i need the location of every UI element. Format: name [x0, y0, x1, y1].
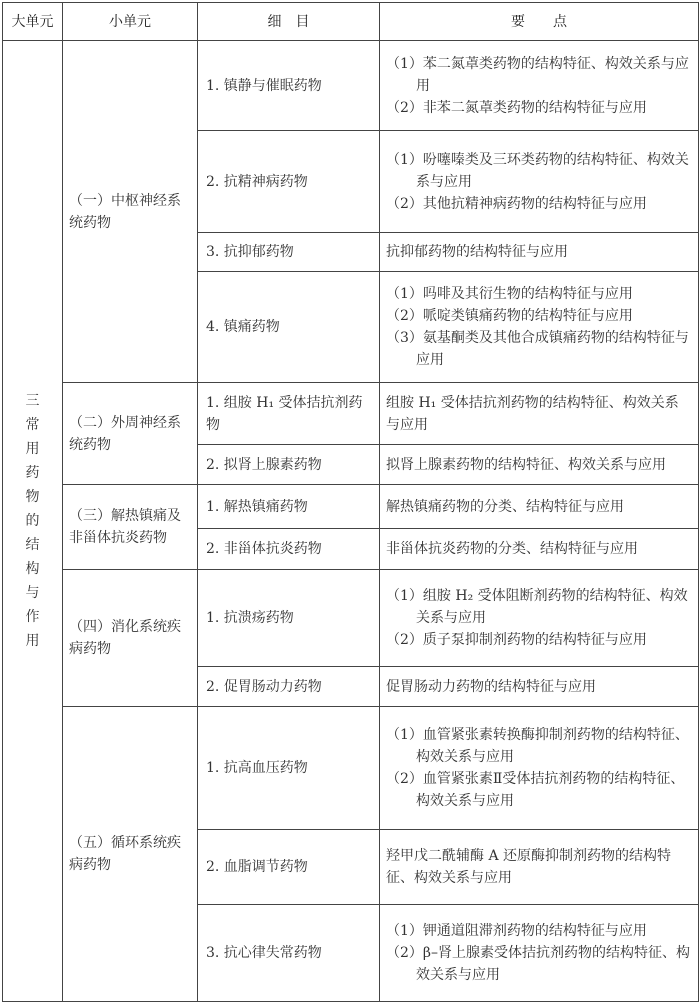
point-item: 羟甲戊二酰辅酶 A 还原酶抑制剂药物的结构特征、构效关系与应用	[386, 848, 672, 886]
point-item: （2）血管紧张素Ⅱ受体拮抗剂药物的结构特征、构效关系与应用	[386, 771, 685, 809]
point-item: 抗抑郁药物的结构特征与应用	[386, 244, 568, 260]
points-cell	[380, 485, 699, 529]
table-row	[3, 41, 699, 131]
detail-cell: 3. 抗抑郁药物	[198, 233, 380, 272]
point-item: 解热镇痛药物的分类、结构特征与应用	[386, 498, 624, 515]
header-detail: 细 目	[198, 3, 380, 41]
point-item: 拟肾上腺素药物的结构特征、构效关系与应用	[386, 456, 666, 473]
points-cell	[380, 445, 699, 485]
point-item: （1）血管紧张素转换酶抑制剂药物的结构特征、构效关系与应用	[386, 727, 689, 765]
points-cell	[380, 905, 699, 1002]
points-cell	[380, 529, 699, 570]
points-cell	[380, 41, 699, 131]
points-cell	[380, 570, 699, 667]
table-row	[3, 570, 699, 667]
detail-cell: 1. 组胺 H₁ 受体拮抗剂药物	[198, 383, 380, 445]
detail-cell: 4. 镇痛药物	[198, 272, 380, 383]
point-item: （2）其他抗精神病药物的结构特征与应用	[386, 195, 647, 212]
point-item: 组胺 H₁ 受体拮抗剂药物的结构特征、构效关系与应用	[386, 394, 679, 433]
point-item: 促胃肠动力药物的结构特征与应用	[386, 678, 596, 695]
detail-cell: 1. 解热镇痛药物	[198, 485, 380, 529]
point-item: （2）哌啶类镇痛药物的结构特征与应用	[386, 308, 633, 324]
header-big-unit: 大单元	[3, 3, 63, 41]
subunit-label: （三）解热镇痛及非甾体抗炎药物	[69, 508, 181, 546]
big-unit-cell	[3, 41, 63, 1002]
point-item: （1）组胺 H₂ 受体阻断剂药物的结构特征、构效关系与应用	[386, 588, 688, 626]
header-sub-unit: 小单元	[63, 3, 198, 41]
subunit-label: （五）循环系统疾病药物	[69, 835, 181, 873]
points-cell	[380, 383, 699, 445]
points-cell	[380, 707, 699, 830]
points-cell	[380, 272, 699, 383]
point-item: （1）吗啡及其衍生物的结构特征与应用	[386, 286, 633, 302]
point-item: （1）钾通道阻滞剂药物的结构特征与应用	[386, 923, 647, 939]
point-item: 非甾体抗炎药物的分类、结构特征与应用	[386, 541, 638, 557]
header-row	[3, 3, 699, 41]
table-row	[3, 485, 699, 529]
point-item: （2）非苯二氮䓬类药物的结构特征与应用	[386, 99, 647, 116]
detail-cell: 2. 抗精神病药物	[198, 131, 380, 233]
detail-cell: 1. 镇静与催眠药物	[198, 41, 380, 131]
subunit-cell	[63, 485, 198, 570]
detail-cell: 2. 促胃肠动力药物	[198, 667, 380, 707]
point-item: （1）苯二氮䓬类药物的结构特征、构效关系与应用	[386, 55, 689, 94]
subunit-label: （二）外周神经系统药物	[69, 414, 181, 453]
detail-cell: 1. 抗高血压药物	[198, 707, 380, 830]
point-item: （3）氨基酮类及其他合成镇痛药物的结构特征与应用	[386, 330, 689, 368]
points-cell	[380, 233, 699, 272]
table-row	[3, 383, 699, 445]
subunit-cell	[63, 41, 198, 383]
detail-cell: 1. 抗溃疡药物	[198, 570, 380, 667]
detail-cell: 2. 非甾体抗炎药物	[198, 529, 380, 570]
subunit-label: （一）中枢神经系统药物	[69, 192, 181, 231]
syllabus-table	[2, 2, 699, 1002]
detail-cell: 2. 血脂调节药物	[198, 830, 380, 905]
big-unit-label: 三常用药物的结构与作用	[25, 393, 40, 649]
detail-cell: 3. 抗心律失常药物	[198, 905, 380, 1002]
points-cell	[380, 667, 699, 707]
points-cell	[380, 830, 699, 905]
subunit-cell	[63, 570, 198, 707]
subunit-label: （四）消化系统疾病药物	[69, 619, 181, 657]
detail-cell: 2. 拟肾上腺素药物	[198, 445, 380, 485]
point-item: （2）β–肾上腺素受体拮抗剂药物的结构特征、构效关系与应用	[386, 945, 690, 983]
table-row	[3, 707, 699, 830]
subunit-cell	[63, 383, 198, 485]
point-item: （2）质子泵抑制剂药物的结构特征与应用	[386, 632, 647, 648]
subunit-cell	[63, 707, 198, 1002]
points-cell	[380, 131, 699, 233]
point-item: （1）吩噻嗪类及三环类药物的结构特征、构效关系与应用	[386, 151, 689, 190]
header-points: 要 点	[380, 3, 699, 41]
